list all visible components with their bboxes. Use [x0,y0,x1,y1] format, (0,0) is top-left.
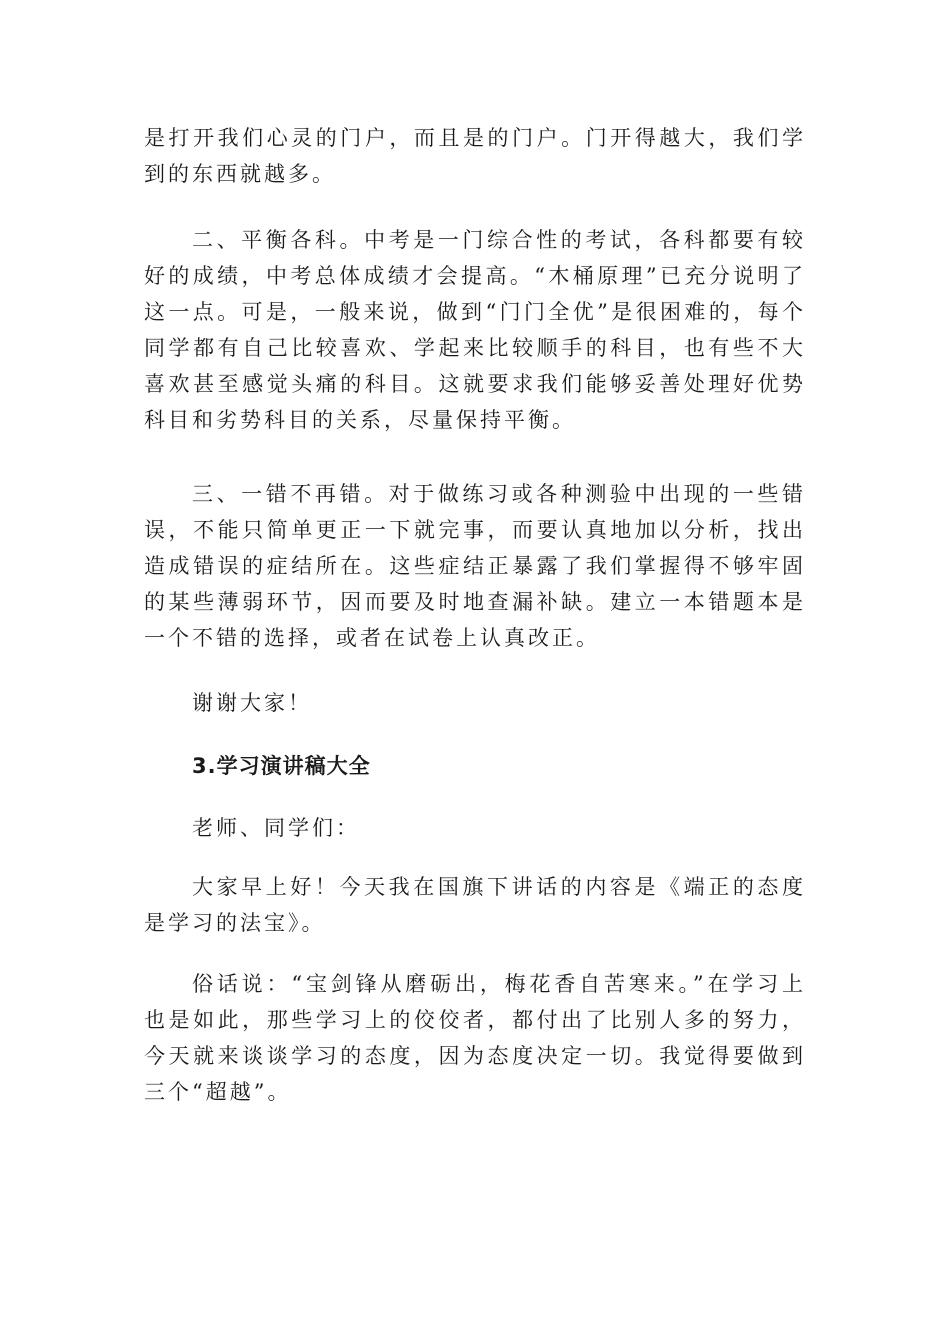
paragraph-continuation: 是打开我们心灵的门户，而且是的门户。门开得越大，我们学到的东西就越多。 [144,126,806,186]
paragraph-thanks: 谢谢大家！ [192,691,312,715]
section-heading: 3.学习演讲稿大全 [192,754,371,778]
paragraph-salutation: 老师、同学们： [192,816,360,840]
paragraph-greeting: 大家早上好！今天我在国旗下讲话的内容是《端正的态度是学习的法宝》。 [144,875,806,935]
paragraph-balance-subjects: 二、平衡各科。中考是一门综合性的考试，各科都要有较好的成绩，中考总体成绩才会提高。“木桶原理”已充分说明了这一点。可是，一般来说，做到“门门全优”是很困难的，每个同学都有自己比较喜欢、学起来比较顺手的科目，也有些不大喜欢甚至感觉头痛的科目。这就要求我们能够妥善处理好优势科目和劣势科目的关系，尽量保持平衡。 [144,228,806,432]
paragraph-proverb: 俗话说：“宝剑锋从磨砺出，梅花香自苦寒来。”在学习上也是如此，那些学习上的佼佼者，都付出了比别人多的努力，今天就来谈谈学习的态度，因为态度决定一切。我觉得要做到三个“超越”。 [144,972,806,1104]
paragraph-no-repeat-mistakes: 三、一错不再错。对于做练习或各种测验中出现的一些错误，不能只简单更正一下就完事，而要认真地加以分析，找出造成错误的症结所在。这些症结正暴露了我们掌握得不够牢固的某些薄弱环节，因而要及时地查漏补缺。建立一本错题本是一个不错的选择，或者在试卷上认真改正。 [144,482,806,650]
